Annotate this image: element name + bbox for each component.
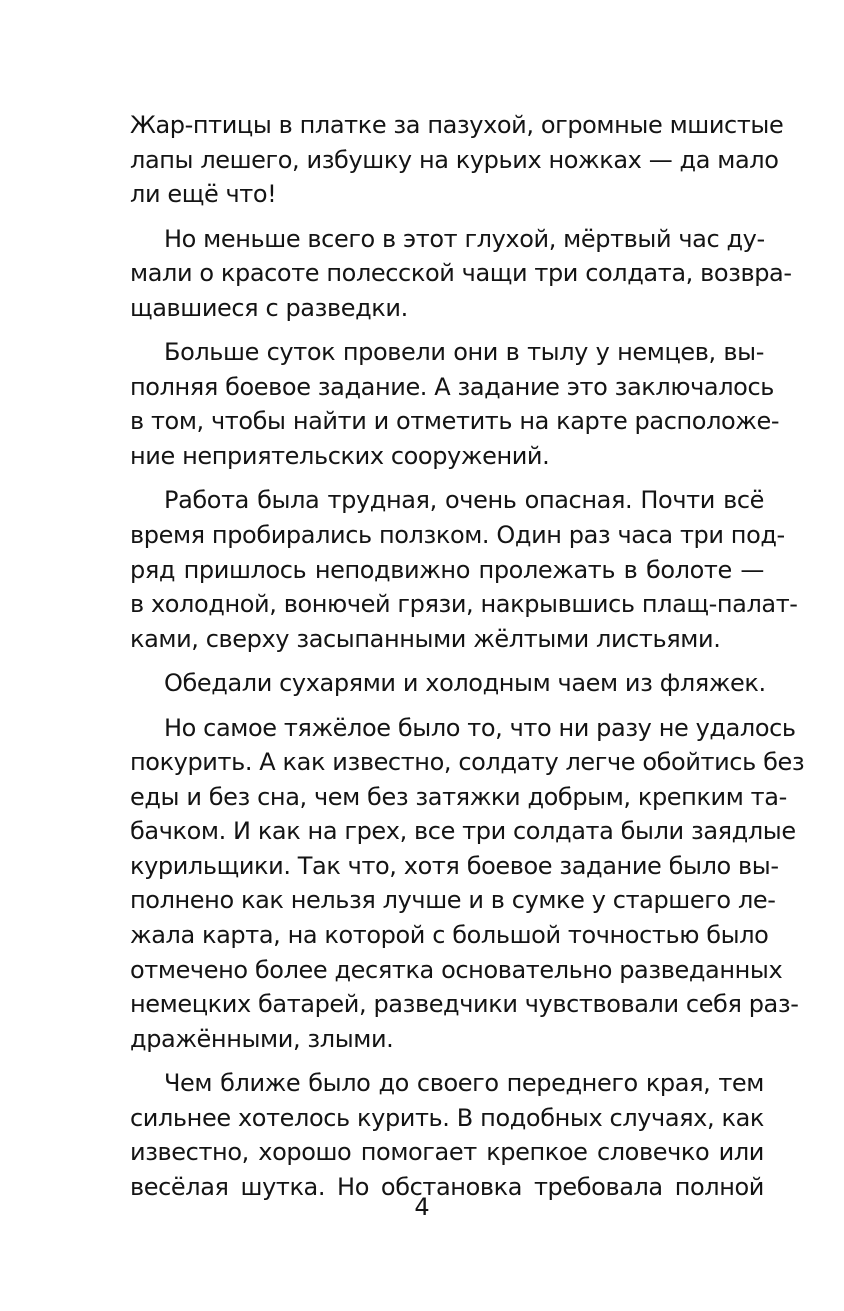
text-line: Чем ближе было до своего переднего края, тем <box>164 1069 764 1098</box>
text-line: полнено как нельзя лучше и в сумке у старшего ле- <box>130 886 776 915</box>
paragraph <box>130 222 792 326</box>
paragraph <box>130 711 805 1056</box>
paragraph <box>130 108 784 212</box>
text-line: ние неприятельских сооружений. <box>130 441 550 470</box>
text-line: щавшиеся с разведки. <box>130 293 408 322</box>
paragraph <box>130 335 780 473</box>
text-line: весёлая шутка. Но обстановка требовала полной <box>130 1172 764 1201</box>
text-line: в холодной, вонючей грязи, накрывшись плащ-палат- <box>130 590 798 619</box>
text-line: ряд пришлось неподвижно пролежать в болоте — <box>130 555 764 584</box>
text-line: отмечено более десятка основательно разведанных <box>130 955 783 984</box>
text-line: бачком. И как на грех, все три солдата были заядлые <box>130 817 796 846</box>
paragraph <box>130 666 764 701</box>
body-text <box>130 108 805 1204</box>
text-line: мали о красоте полесской чащи три солдата, возвра- <box>130 259 792 288</box>
text-line: полняя боевое задание. А задание это заключалось <box>130 372 774 401</box>
page-number: 4 <box>414 1193 430 1221</box>
text-line: лапы лешего, избушку на курьих ножках — да мало <box>130 145 779 174</box>
text-line: Но меньше всего в этот глухой, мёртвый час ду- <box>164 224 765 253</box>
text-line: жала карта, на которой с большой точностью было <box>130 921 769 950</box>
text-line: дражёнными, злыми. <box>130 1024 394 1053</box>
text-line: курильщики. Так что, хотя боевое задание было вы- <box>130 851 779 880</box>
text-line: покурить. А как известно, солдату легче обойтись без <box>130 748 805 777</box>
text-line: немецких батарей, разведчики чувствовали себя раз- <box>130 990 799 1019</box>
text-line: в том, чтобы найти и отметить на карте расположе- <box>130 407 780 436</box>
text-line: Больше суток провели они в тылу у немцев, вы- <box>164 338 764 367</box>
text-line: ками, сверху засыпанными жёлтыми листьями. <box>130 624 721 653</box>
text-line: Но самое тяжёлое было то, что ни разу не удалось <box>164 713 796 742</box>
text-line: известно, хорошо помогает крепкое словечко или <box>130 1138 764 1167</box>
text-line: сильнее хотелось курить. В подобных случаях, как <box>130 1103 764 1132</box>
text-line: Жар-птицы в платке за пазухой, огромные мшистые <box>130 111 784 139</box>
text-line: Обедали сухарями и холодным чаем из фляжек. <box>164 669 766 698</box>
paragraph <box>130 1066 764 1204</box>
text-line: время пробирались ползком. Один раз часа три под- <box>130 521 785 550</box>
paragraph <box>130 483 798 656</box>
text-line: Работа была трудная, очень опасная. Почти всё <box>164 486 764 515</box>
text-line: еды и без сна, чем без затяжки добрым, крепким та- <box>130 782 787 811</box>
text-line: ли ещё что! <box>130 180 277 209</box>
